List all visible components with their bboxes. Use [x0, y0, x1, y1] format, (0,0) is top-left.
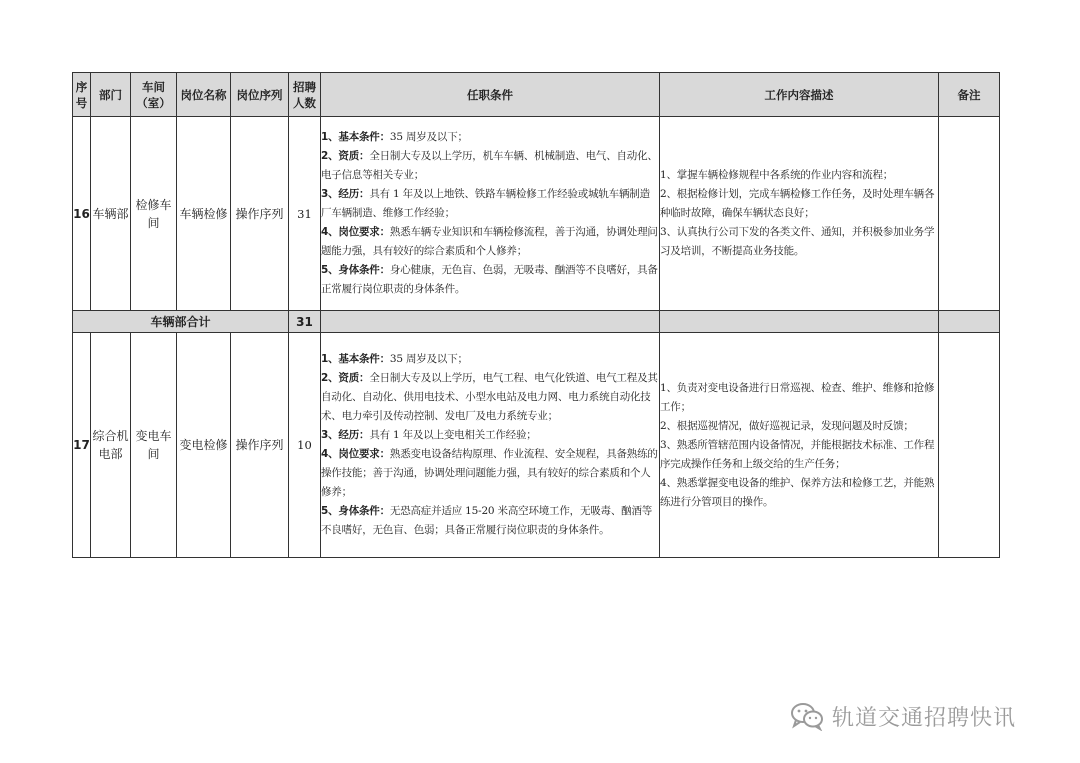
requirement-label: 5、身体条件：	[321, 264, 390, 276]
watermark	[790, 700, 1016, 732]
duty-item: 2、根据巡视情况，做好巡视记录，发现问题及时反馈；	[660, 419, 914, 432]
row-position: 车辆检修	[177, 117, 231, 311]
row-series: 操作序列	[231, 117, 289, 311]
duty-item: 4、熟悉掌握变电设备的维护、保养方法和检修工艺，并能熟练进行分管项目的操作。	[660, 476, 935, 508]
row-requirements	[321, 333, 660, 558]
header-remarks: 备注	[939, 73, 1000, 117]
duty-item: 3、认真执行公司下发的各类文件、通知，并积极参加业务学习及培训，不断提高业务技能。	[660, 226, 935, 257]
requirement-label: 3、经历：	[321, 429, 370, 441]
requirement-item	[321, 185, 659, 223]
subtotal-count: 31	[289, 311, 321, 333]
header-count: 招聘人数	[289, 73, 321, 117]
header-duties: 工作内容描述	[660, 73, 939, 117]
subtotal-row	[73, 311, 1000, 333]
row-dept: 车辆部	[91, 117, 131, 311]
watermark-text: 轨道交通招聘快讯	[832, 705, 1017, 731]
recruitment-table	[72, 72, 1000, 558]
requirement-text: 熟悉车辆专业知识和车辆检修流程，善于沟通，协调处理问题能力强，具有较好的综合素质和个人修养；	[321, 226, 658, 257]
requirement-item	[321, 369, 659, 426]
requirement-item	[321, 445, 659, 502]
requirement-text: 35 周岁及以下；	[389, 353, 468, 365]
requirement-item	[321, 261, 659, 299]
row-duties	[660, 333, 939, 558]
subtotal-empty-cell	[660, 311, 939, 333]
requirement-item	[321, 350, 659, 369]
requirement-text: 全日制大专及以上学历，电气工程、电气化铁道、电气工程及其自动化、自动化、供用电技术、小型水电站及电力网、电力系统自动化技术、电力牵引及传动控制、发电厂及电力系统专业；	[321, 372, 658, 422]
requirement-item	[321, 128, 659, 147]
duty-item: 2、根据检修计划，完成车辆检修工作任务，及时处理车辆各种临时故障，确保车辆状态良好；	[660, 188, 935, 219]
requirement-label: 1、基本条件：	[321, 131, 390, 143]
requirement-label: 2、资质：	[321, 372, 370, 384]
requirement-text: 无恐高症并适应 15-20 米高空环境工作，无吸毒、酗酒等不良嗜好，无色盲、色弱；具备正常履行岗位职责的身体条件。	[321, 505, 653, 536]
row-remarks	[939, 333, 1000, 558]
table-row	[73, 117, 1000, 311]
header-requirements: 任职条件	[321, 73, 660, 117]
row-count: 10	[289, 333, 321, 558]
header-position: 岗位名称	[177, 73, 231, 117]
row-seq: 16	[73, 117, 91, 311]
header-row	[73, 73, 1000, 117]
row-series: 操作序列	[231, 333, 289, 558]
requirement-label: 3、经历：	[321, 188, 370, 200]
row-count: 31	[289, 117, 321, 311]
requirement-label: 5、身体条件：	[321, 505, 390, 517]
requirement-text: 具有 1 年及以上地铁、铁路车辆检修工作经验或城轨车辆制造厂车辆制造、维修工作经验；	[321, 188, 650, 219]
header-seq: 序号	[73, 73, 91, 117]
duty-item: 1、掌握车辆检修规程中各系统的作业内容和流程；	[660, 169, 894, 181]
requirement-text: 身心健康，无色盲、色弱，无吸毒、酗酒等不良嗜好，具备正常履行岗位职责的身体条件。	[321, 264, 658, 295]
requirement-text: 具有 1 年及以上变电相关工作经验；	[369, 429, 537, 441]
row-remarks	[939, 117, 1000, 311]
row-workshop: 变电车间	[131, 333, 177, 558]
requirement-item	[321, 223, 659, 261]
requirement-text: 35 周岁及以下；	[389, 131, 468, 143]
requirement-item	[321, 426, 659, 445]
header-dept: 部门	[91, 73, 131, 117]
duty-item: 1、负责对变电设备进行日常巡视、检查、维护、维修和抢修工作；	[660, 381, 935, 413]
row-position: 变电检修	[177, 333, 231, 558]
subtotal-label: 车辆部合计	[73, 311, 289, 333]
requirement-label: 4、岗位要求：	[321, 448, 390, 460]
header-workshop: 车间（室）	[131, 73, 177, 117]
subtotal-empty-cell	[939, 311, 1000, 333]
header-series: 岗位序列	[231, 73, 289, 117]
row-dept: 综合机电部	[91, 333, 131, 558]
row-requirements	[321, 117, 660, 311]
table-row	[73, 333, 1000, 558]
requirement-text: 全日制大专及以上学历，机车车辆、机械制造、电气、自动化、电子信息等相关专业；	[321, 150, 658, 181]
wechat-icon	[790, 701, 824, 731]
requirement-label: 4、岗位要求：	[321, 226, 390, 238]
requirement-item	[321, 147, 659, 185]
subtotal-empty-cell	[321, 311, 660, 333]
requirement-text: 熟悉变电设备结构原理、作业流程、安全规程，具备熟练的操作技能；善于沟通，协调处理问题能力强，具有较好的综合素质和个人修养；	[321, 448, 658, 498]
row-seq: 17	[73, 333, 91, 558]
requirement-label: 1、基本条件：	[321, 353, 390, 365]
duty-item: 3、熟悉所管辖范围内设备情况，并能根据技术标准、工作程序完成操作任务和上级交给的生产任务；	[660, 438, 935, 470]
row-workshop: 检修车间	[131, 117, 177, 311]
row-duties	[660, 117, 939, 311]
requirement-label: 2、资质：	[321, 150, 370, 162]
requirement-item	[321, 502, 659, 540]
